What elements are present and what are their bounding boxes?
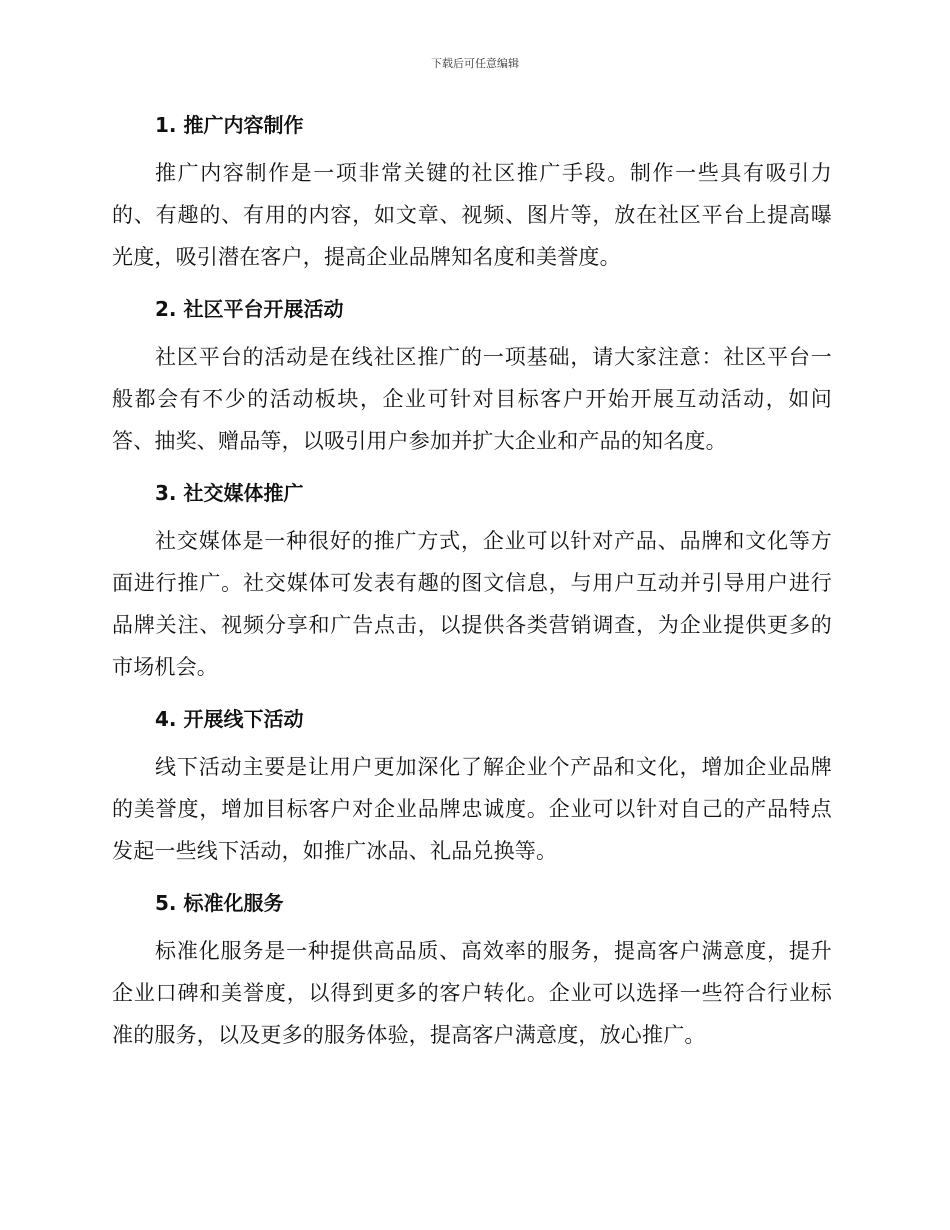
section-paragraph: 社区平台的活动是在线社区推广的一项基础，请大家注意：社区平台一般都会有不少的活动板块，企业可针对目标客户开始开展互动活动，如问答、抽奖、赠品等，以吸引用户参加并扩大企业和产品的知名度。 (112, 345, 832, 453)
page-header: 下载后可任意编辑 (431, 57, 519, 70)
section-heading: 4. 开展线下活动 (155, 707, 304, 731)
section-1 (112, 110, 832, 278)
section-2 (112, 294, 832, 462)
section-heading: 5. 标准化服务 (155, 891, 284, 915)
section-4 (112, 704, 832, 872)
section-paragraph: 推广内容制作是一项非常关键的社区推广手段。制作一些具有吸引力的、有趣的、有用的内容，如文章、视频、图片等，放在社区平台上提高曝光度，吸引潜在客户，提高企业品牌知名度和美誉度。 (112, 161, 832, 269)
section-3 (112, 478, 832, 688)
section-5 (112, 888, 832, 1056)
section-heading: 1. 推广内容制作 (155, 113, 304, 137)
section-paragraph: 标准化服务是一种提供高品质、高效率的服务，提高客户满意度，提升企业口碑和美誉度，以得到更多的客户转化。企业可以选择一些符合行业标准的服务，以及更多的服务体验，提高客户满意度，放心推广。 (112, 939, 832, 1047)
section-paragraph: 线下活动主要是让用户更加深化了解企业个产品和文化，增加企业品牌的美誉度，增加目标客户对企业品牌忠诚度。企业可以针对自己的产品特点发起一些线下活动，如推广冰品、礼品兑换等。 (112, 755, 832, 863)
section-heading: 2. 社区平台开展活动 (155, 297, 344, 321)
document-body (112, 110, 832, 1072)
section-paragraph: 社交媒体是一种很好的推广方式，企业可以针对产品、品牌和文化等方面进行推广。社交媒体可发表有趣的图文信息，与用户互动并引导用户进行品牌关注、视频分享和广告点击，以提供各类营销调查，为企业提供更多的市场机会。 (112, 529, 832, 679)
section-heading: 3. 社交媒体推广 (155, 481, 304, 505)
